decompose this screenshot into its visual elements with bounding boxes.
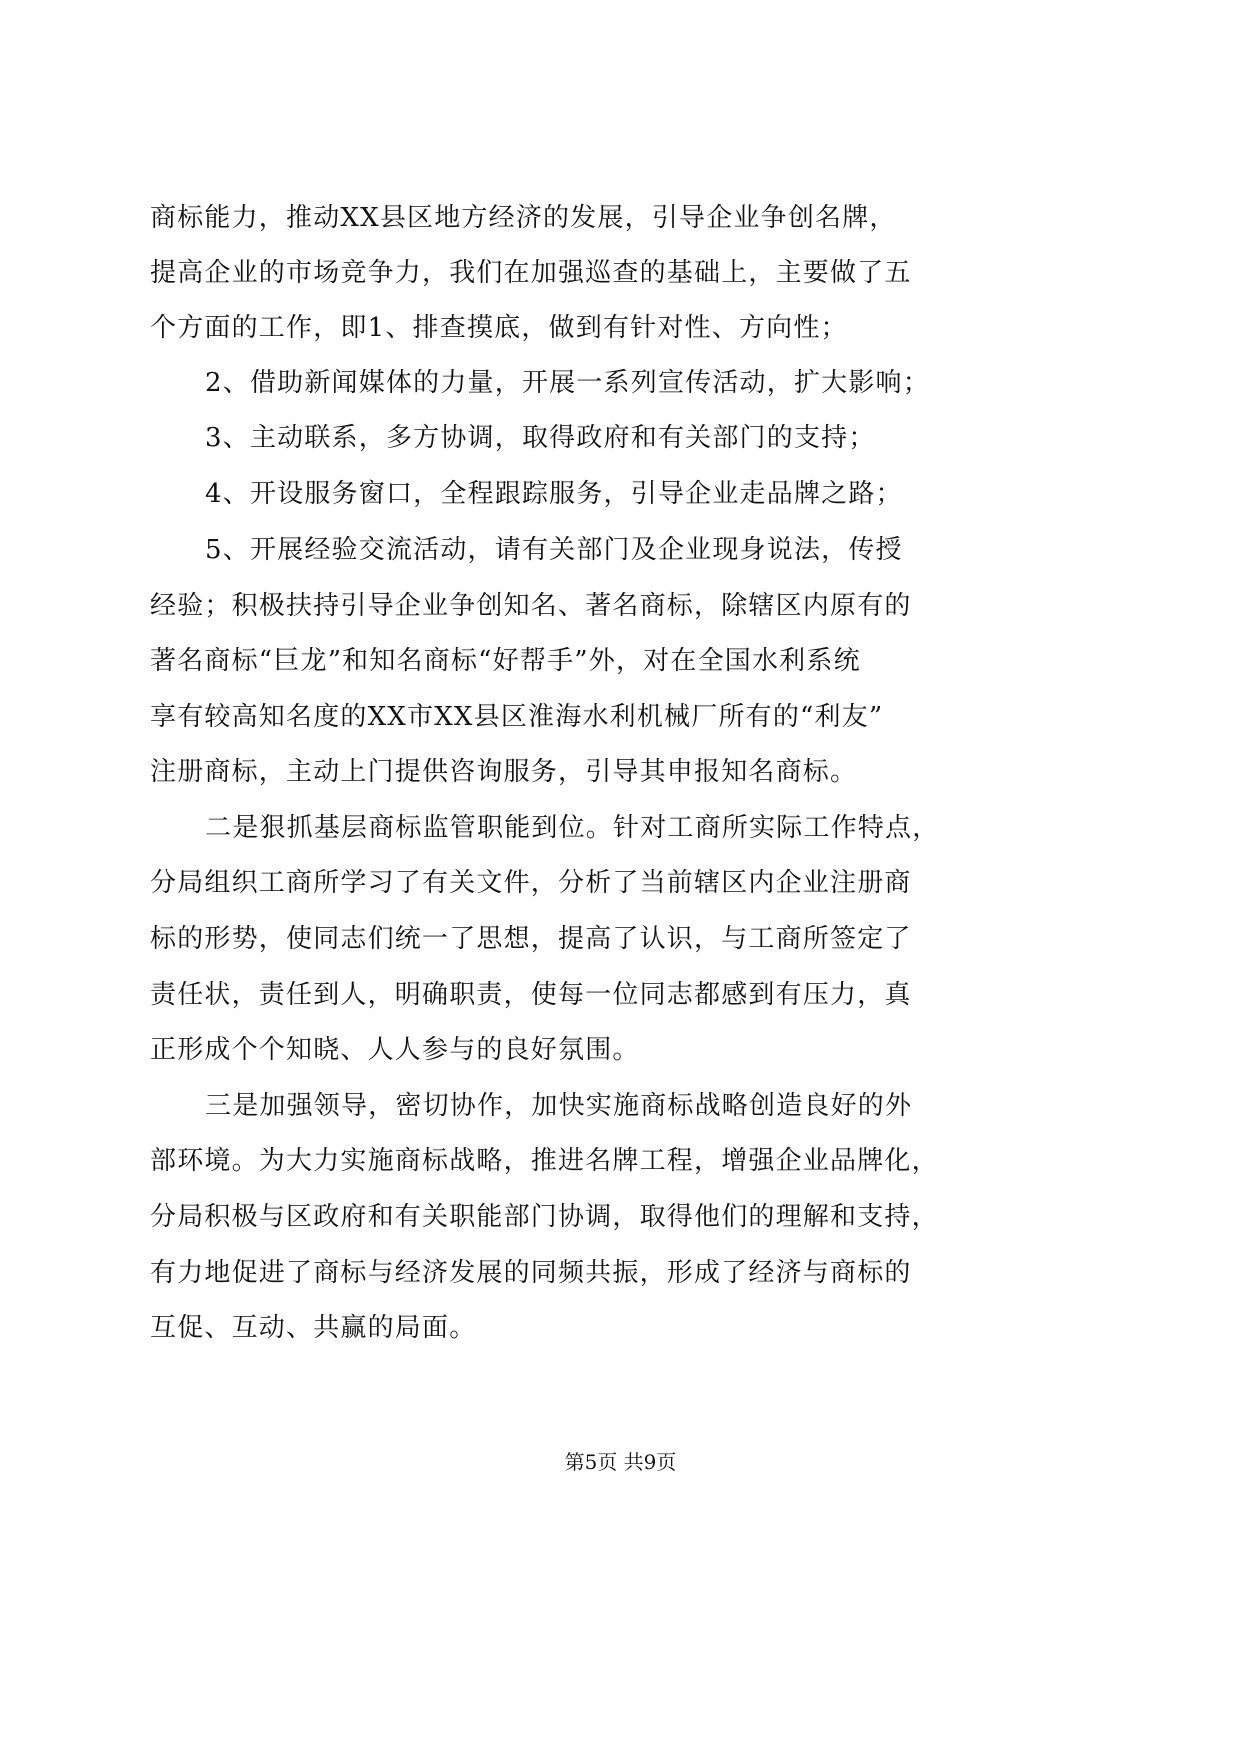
text-line: 享有较高知名度的XX市XX县区淮海水利机械厂所有的“利友” xyxy=(150,702,884,732)
text-line: 互促、互动、共赢的局面。 xyxy=(150,1313,477,1343)
text-line: 部环境。为大力实施商标战略，推进名牌工程，增强企业品牌化， xyxy=(150,1146,939,1176)
text-line: 2、借助新闻媒体的力量，开展一系列宣传活动，扩大影响； xyxy=(205,368,930,398)
text-line: 责任状，责任到人，明确职责，使每一位同志都感到有压力，真 xyxy=(150,980,912,1010)
text-line: 3、主动联系，多方协调，取得政府和有关部门的支持； xyxy=(205,423,876,453)
text-line: 注册商标，主动上门提供咨询服务，引导其申报知名商标。 xyxy=(150,757,858,787)
text-line: 个方面的工作，即1、排查摸底，做到有针对性、方向性； xyxy=(150,313,848,343)
text-line: 分局组织工商所学习了有关文件，分析了当前辖区内企业注册商 xyxy=(150,868,912,898)
text-line: 著名商标“巨龙”和知名商标“好帮手”外，对在全国水利系统 xyxy=(150,646,861,676)
text-line: 5、开展经验交流活动，请有关部门及企业现身说法，传授 xyxy=(205,535,903,565)
text-line: 4、开设服务窗口，全程跟踪服务，引导企业走品牌之路； xyxy=(205,479,903,509)
text-line: 二是狠抓基层商标监管职能到位。针对工商所实际工作特点， xyxy=(205,813,940,843)
text-line: 经验；积极扶持引导企业争创知名、著名商标，除辖区内原有的 xyxy=(150,591,912,621)
text-line: 有力地促进了商标与经济发展的同频共振，形成了经济与商标的 xyxy=(150,1258,912,1288)
text-line: 提高企业的市场竞争力，我们在加强巡查的基础上，主要做了五 xyxy=(150,258,912,288)
text-line: 分局积极与区政府和有关职能部门协调，取得他们的理解和支持， xyxy=(150,1202,939,1232)
page-number-footer: 第5页 共9页 xyxy=(564,1450,677,1474)
text-line: 标的形势，使同志们统一了思想，提高了认识，与工商所签定了 xyxy=(150,924,912,954)
text-line: 正形成个个知晓、人人参与的良好氛围。 xyxy=(150,1035,640,1065)
text-line: 三是加强领导，密切协作，加快实施商标战略创造良好的外 xyxy=(205,1091,913,1121)
text-line: 商标能力，推动XX县区地方经济的发展，引导企业争创名牌， xyxy=(150,203,897,233)
